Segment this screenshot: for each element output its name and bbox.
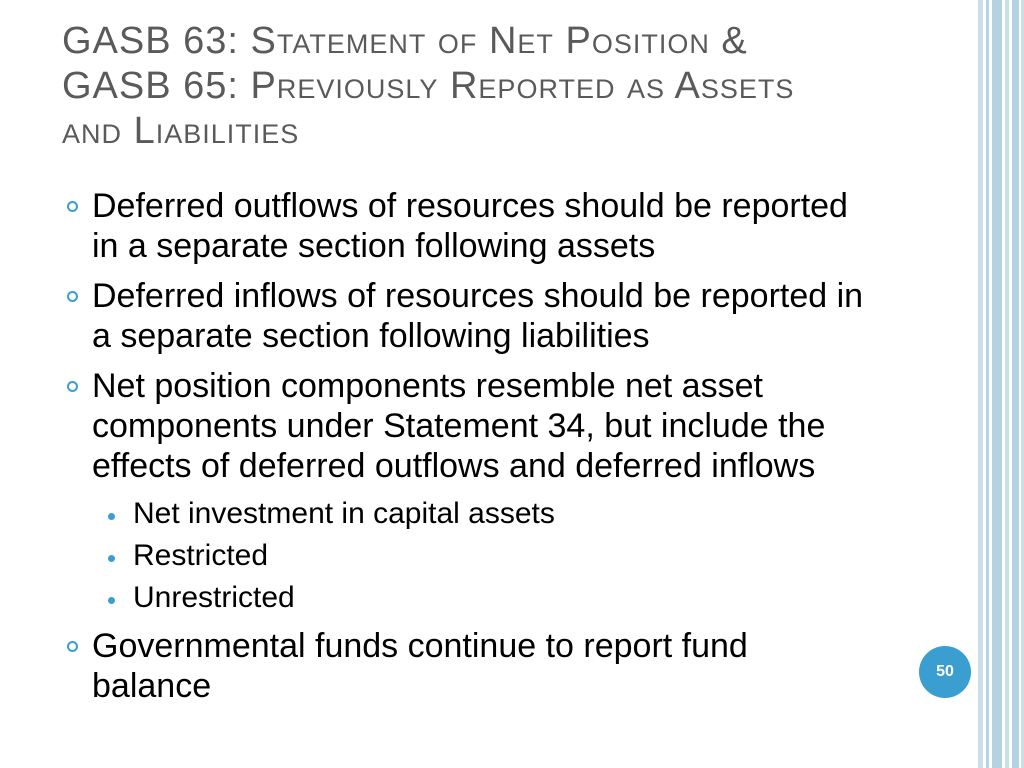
bullet-item <box>92 366 912 616</box>
ring-bullet-icon <box>67 641 78 652</box>
title-line: GASB 63: Statement of Net Position & <box>62 20 748 62</box>
sub-bullet-text: Restricted <box>133 539 269 572</box>
page-number-badge <box>919 646 971 698</box>
sub-bullet-item <box>133 580 912 616</box>
bullet-item <box>92 186 912 266</box>
bullet-line: components under Statement 34, but include the <box>92 407 826 445</box>
bullet-line: a separate section following liabilities <box>92 317 650 355</box>
sub-bullet-list <box>133 496 912 616</box>
ring-bullet-icon <box>67 201 78 212</box>
bullet-line: Deferred inflows of resources should be reported in <box>92 277 864 315</box>
bullet-line: balance <box>92 667 212 705</box>
decorative-stripe <box>978 0 983 768</box>
sub-bullet-item <box>133 538 912 574</box>
dot-bullet-icon <box>108 597 115 604</box>
ring-bullet-icon <box>67 291 78 302</box>
bullet-line: effects of deferred outflows and deferred inflows <box>92 447 816 485</box>
bullet-item <box>92 626 912 706</box>
decorative-stripe <box>986 0 989 768</box>
decorative-stripe <box>1012 0 1019 768</box>
sub-bullet-text: Net investment in capital assets <box>133 497 555 530</box>
bullet-line: Deferred outflows of resources should be reported <box>92 187 848 225</box>
slide-body <box>92 186 912 706</box>
title-line: GASB 65: Previously Reported as Assets <box>62 65 795 107</box>
slide-title <box>62 19 794 154</box>
decorative-stripe <box>992 0 1002 768</box>
ring-bullet-icon <box>67 381 78 392</box>
decorative-stripe <box>1005 0 1009 768</box>
dot-bullet-icon <box>108 513 115 520</box>
dot-bullet-icon <box>108 555 115 562</box>
bullet-line: Governmental funds continue to report fund <box>92 627 748 665</box>
bullet-line: in a separate section following assets <box>92 227 656 265</box>
bullet-line: Net position components resemble net asset <box>92 367 763 405</box>
title-line: and Liabilities <box>62 110 300 152</box>
sub-bullet-text: Unrestricted <box>133 581 295 614</box>
page-number: 50 <box>936 663 954 680</box>
sub-bullet-item <box>133 496 912 532</box>
bullet-item <box>92 276 912 356</box>
